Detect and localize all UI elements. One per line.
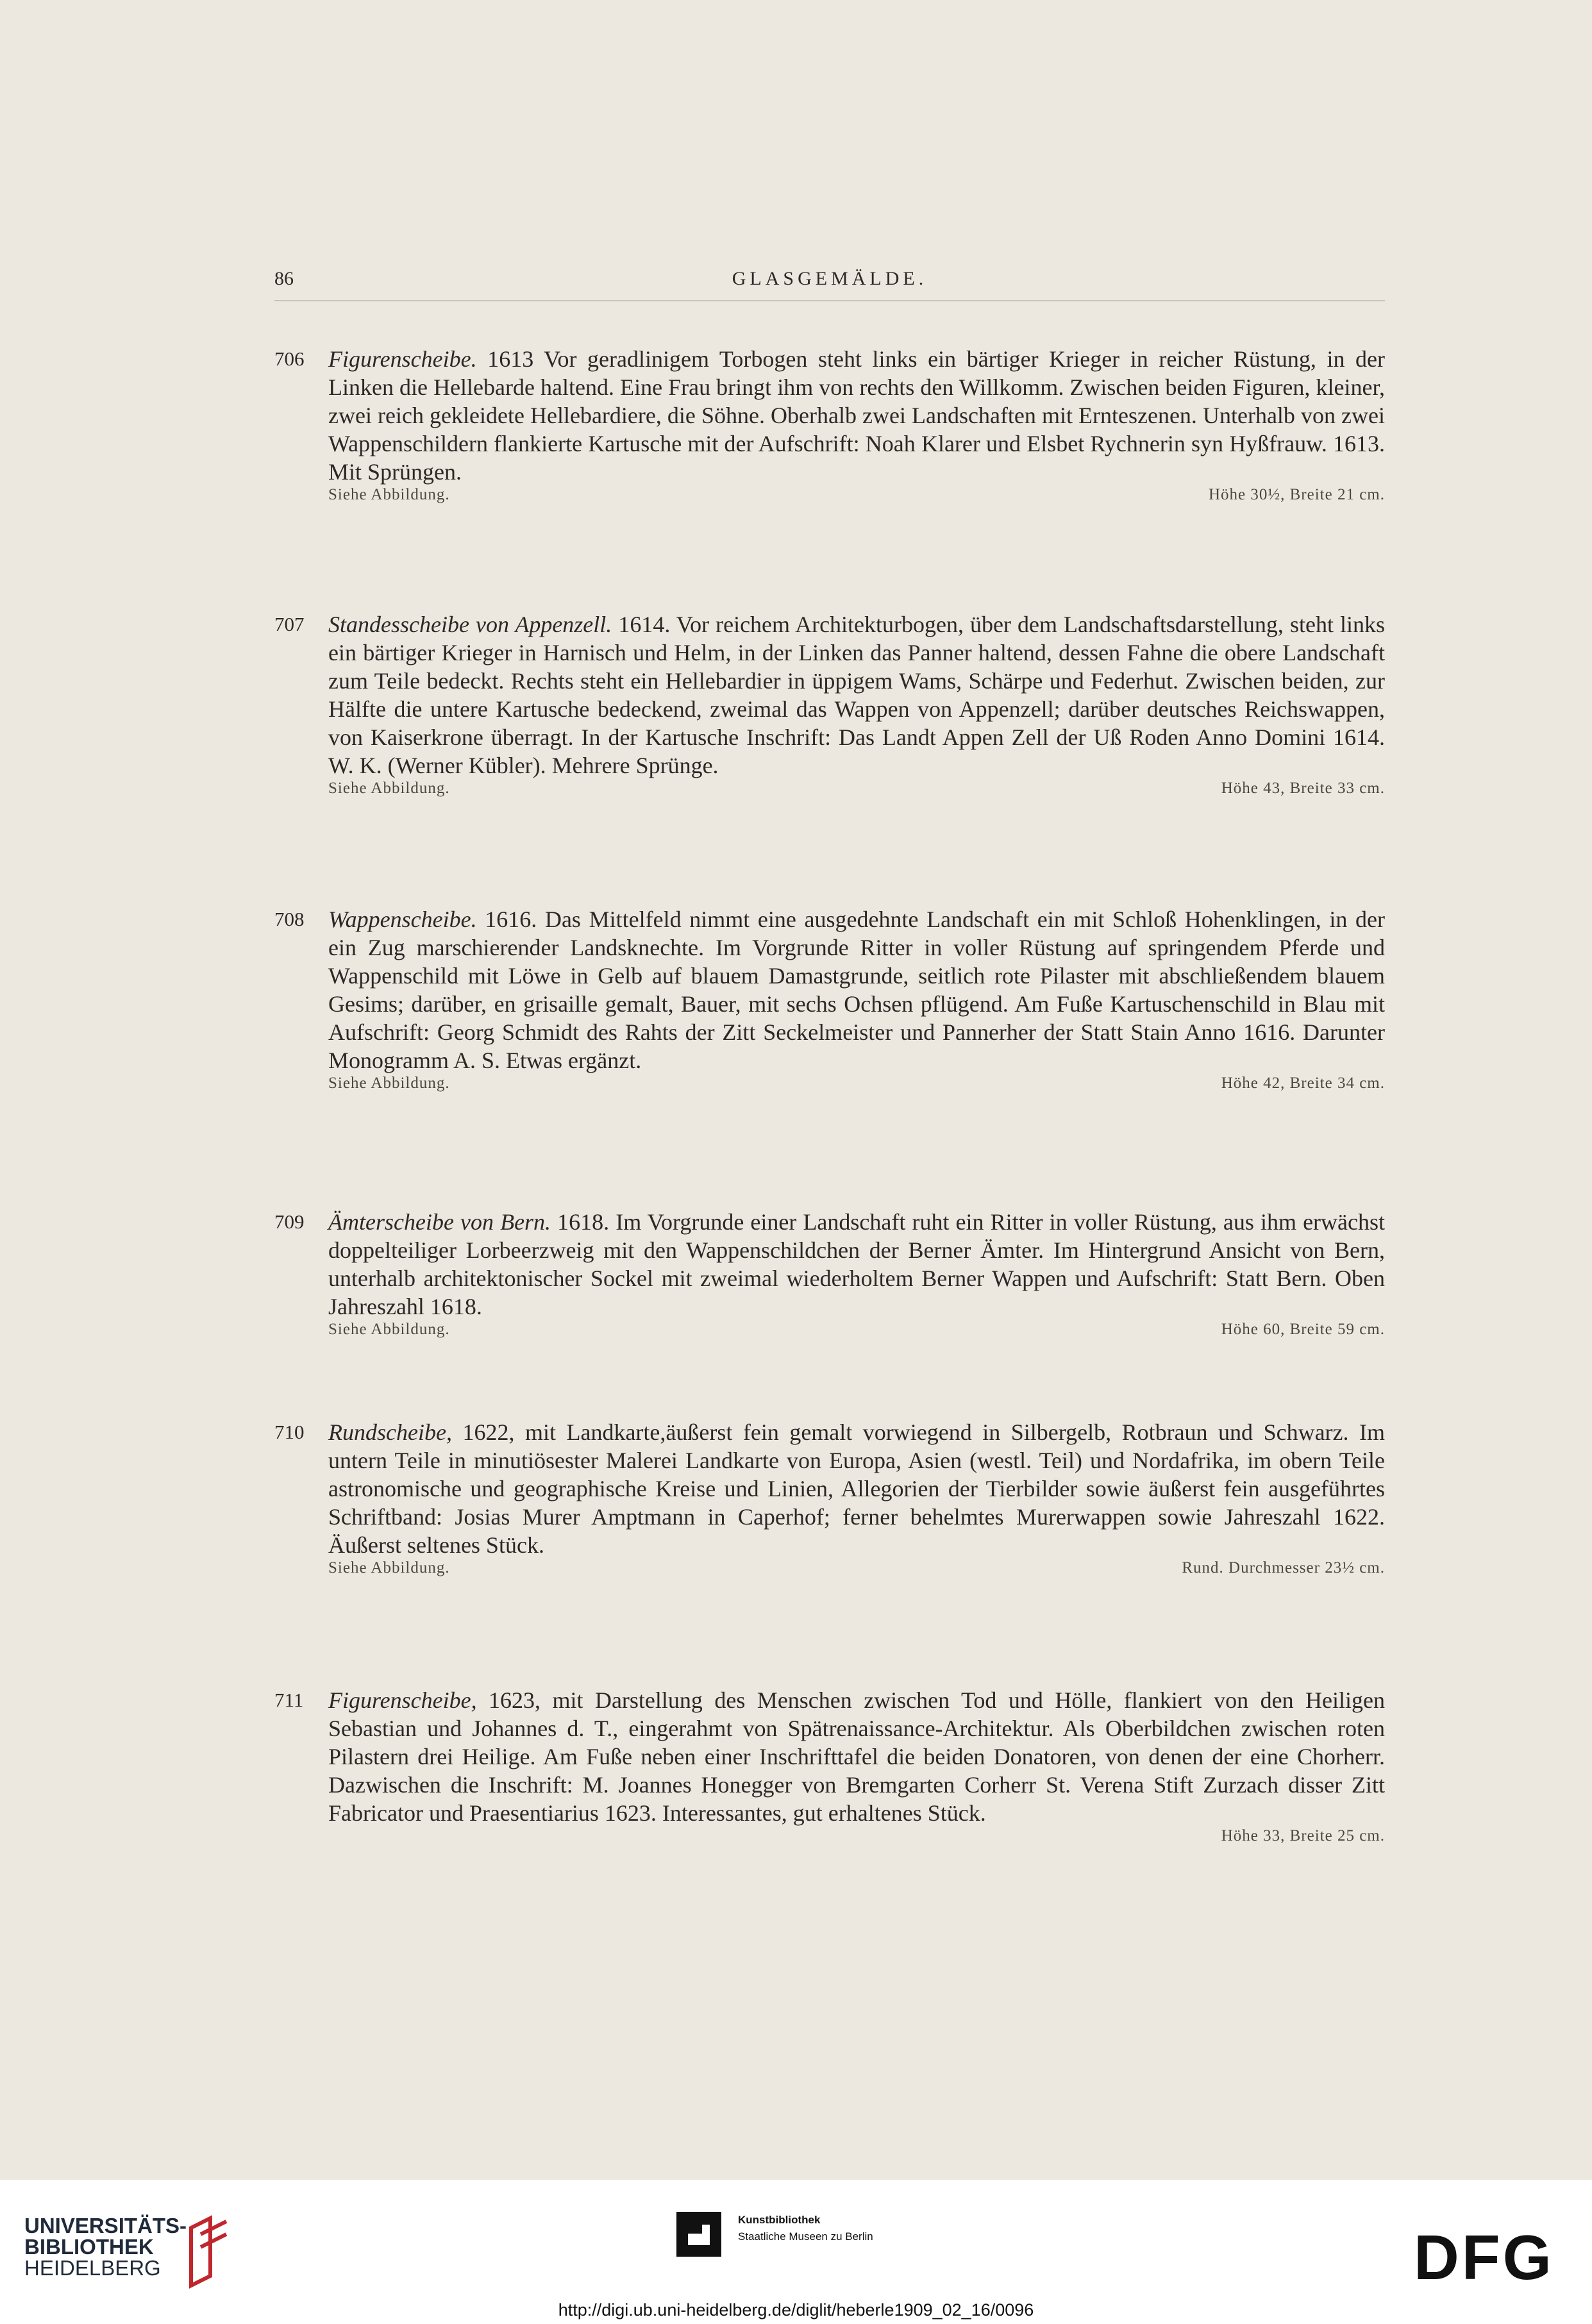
- illustration-note: Siehe Abbildung.: [328, 486, 450, 503]
- entry-number: 706: [274, 347, 305, 370]
- entry-text: 1622, mit Landkarte,äußerst fein gemalt vorwiegend in Silbergelb, Rotbraun und Schwarz. Im untern Teile in minutiösester Malerei Landkarte von Europa, Asien (westl. Teil) und Nordafrika, im obern Teile astronomische und geographische Kreise und Linien, Allegorien der Tierbilder sowie äußerst fein ausgeführtes Schriftband: Josias Murer Amptmann in Caperhof; ferner behelmtes Murerwappen sowie Jahreszahl 1622. Äußerst seltenes Stück.: [328, 1419, 1386, 1558]
- entry-title: Figurenscheibe,: [328, 1687, 477, 1713]
- entry-title: Standesscheibe von Appenzell.: [328, 612, 612, 637]
- entry-title: Wappenscheibe.: [328, 907, 477, 932]
- kunstbibliothek-subtitle: Staatliche Museen zu Berlin: [738, 2230, 873, 2243]
- digitization-footer: [0, 2180, 1592, 2324]
- entry-number: 711: [274, 1689, 304, 1711]
- catalog-entry-706: [274, 345, 1385, 512]
- entry-title: Figurenscheibe.: [328, 346, 477, 372]
- dimensions: Höhe 42, Breite 34 cm.: [1221, 1074, 1385, 1092]
- entry-text: 1616. Das Mittelfeld nimmt eine ausgedehnte Landschaft ein mit Schloß Hohenklingen, in der ein Zug marschierender Landsknechte. Im Vorgrunde Ritter in voller Rüstung auf springendem Pferde und Wappenschild mit Löwe in Gelb auf blauem Damastgrunde, seitlich rote Pilaster mit abschließendem blauem Gesims; darüber, en grisaille gemalt, Bauer, mit sechs Ochsen pflügend. Am Fuße Kartuschenschild in Blau mit Aufschrift: Georg Schmidt des Rahts der Zitt Seckelmeister und Pannerher der Statt Stain Anno 1616. Darunter Monogramm A. S. Etwas ergänzt.: [328, 907, 1386, 1073]
- kunstbibliothek-logo[interactable]: [676, 2205, 946, 2257]
- dimensions: Rund. Durchmesser 23½ cm.: [1182, 1559, 1385, 1576]
- entry-text: 1623, mit Darstellung des Menschen zwischen Tod und Hölle, flankiert von den Heiligen Sebastian und Johannes d. T., eingerahmt von Spätrenaissance-Architektur. Als Oberbildchen zwischen roten Pilastern drei Heilige. Am Fuße neben einer Inschrifttafel die beiden Donatoren, von denen der eine Chorherr. Dazwischen die Inschrift: M. Joannes Honegger von Bremgarten Corherr St. Verena Stift Zurzach disser Zitt Fabricator und Praesentiarius 1623. Interessantes, gut erhaltenes Stück.: [328, 1687, 1385, 1826]
- illustration-note: Siehe Abbildung.: [328, 1559, 450, 1576]
- entry-number: 709: [274, 1210, 305, 1233]
- entry-number: 707: [274, 613, 305, 635]
- ub-line-1: UNIVERSITÄTS-: [24, 2214, 187, 2237]
- dimensions: Höhe 43, Breite 33 cm.: [1221, 780, 1385, 797]
- entry-text: 1613 Vor geradlinigem Torbogen steht links ein bärtiger Krieger in reicher Rüstung, in der Linken die Hellebarde haltend. Eine Frau bringt ihm von rechts den Willkomm. Zwischen beiden Figuren, kleiner, zwei reich gekleidete Hellebardiere, die Söhne. Oberhalb zwei Landschaften mit Ernteszenen. Unterhalb von zwei Wappenschildern flankierte Kartusche mit der Aufschrift: Noah Klarer und Elsbet Rychnerin syn Hyßfrauw. 1613. Mit Sprüngen.: [328, 346, 1386, 485]
- entry-body: [328, 1686, 1385, 1827]
- entry-number: 710: [274, 1421, 305, 1443]
- catalog-entry-709: [274, 1208, 1385, 1346]
- page-number: 86: [274, 268, 294, 289]
- source-url[interactable]: http://digi.ub.uni-heidelberg.de/diglit/heberle1909_02_16/0096: [558, 2300, 1034, 2320]
- entry-meta: [328, 486, 1385, 512]
- entry-meta: [328, 1321, 1385, 1346]
- entry-meta: [328, 1074, 1385, 1100]
- entry-text: 1614. Vor reichem Architekturbogen, über dem Landschaftsdarstellung, steht links ein bärtiger Krieger in Harnisch und Helm, in der Linken das Panner haltend, dessen Fahne die obere Landschaft zum Teile bedeckt. Rechts steht ein Hellebardier in üppigem Wams, Schärpe und Federhut. Zwischen beiden, zur Hälfte die untere Kartusche bedeckend, zweimal das Wappen von Appenzell; darüber deutsches Reichswappen, von Kaiserkrone überragt. In der Kartusche Inschrift: Das Landt Appen Zell der Uß Roden Anno Domini 1614. W. K. (Werner Kübler). Mehrere Sprünge.: [328, 612, 1386, 778]
- illustration-note: Siehe Abbildung.: [328, 780, 450, 797]
- entry-body: [328, 345, 1385, 486]
- illustration-note: Siehe Abbildung.: [328, 1074, 450, 1092]
- entry-meta: [328, 1827, 1385, 1853]
- kunstbibliothek-text: [738, 2212, 873, 2245]
- entry-title: Ämterscheibe von Bern.: [328, 1209, 551, 1235]
- entry-text: 1618. Im Vorgrunde einer Landschaft ruht ein Ritter in voller Rüstung, aus ihm erwächst doppelteiliger Lorbeerzweig mit den Wappenschildchen der Berner Ämter. Im Hintergrund Ansicht von Bern, unterhalb architektonischer Sockel mit zweimal wiederholtem Berner Wappen und Aufschrift: Statt Bern. Oben Jahreszahl 1618.: [328, 1209, 1385, 1319]
- ub-heidelberg-logo[interactable]: [24, 2215, 236, 2305]
- catalog-entry-711: [274, 1686, 1385, 1853]
- dimensions: Höhe 33, Breite 25 cm.: [1221, 1827, 1385, 1844]
- entry-body: [328, 610, 1385, 780]
- illustration-note: Siehe Abbildung.: [328, 1321, 450, 1338]
- entry-title: Rundscheibe,: [328, 1419, 452, 1445]
- running-title: GLASGEMÄLDE.: [732, 268, 928, 289]
- catalog-entry-707: [274, 610, 1385, 805]
- catalog-entry-710: [274, 1418, 1385, 1585]
- ub-heidelberg-mark-icon: [172, 2215, 236, 2289]
- entry-number: 708: [274, 908, 305, 930]
- entry-body: [328, 905, 1385, 1074]
- dimensions: Höhe 60, Breite 59 cm.: [1221, 1321, 1385, 1338]
- catalog-entry-708: [274, 905, 1385, 1100]
- ub-line-3: HEIDELBERG: [24, 2256, 161, 2280]
- ub-line-2: BIBLIOTHEK: [24, 2235, 154, 2259]
- page-header: [274, 268, 1385, 296]
- header-rule: [274, 300, 1385, 301]
- entry-meta: [328, 1559, 1385, 1585]
- entry-body: [328, 1418, 1385, 1559]
- kunstbibliothek-title: Kunstbibliothek: [738, 2214, 821, 2226]
- dimensions: Höhe 30½, Breite 21 cm.: [1208, 486, 1385, 503]
- entry-body: [328, 1208, 1385, 1321]
- entry-meta: [328, 780, 1385, 805]
- kunstbibliothek-mark-icon: [676, 2212, 721, 2257]
- ub-heidelberg-wordmark: [24, 2215, 187, 2278]
- dfg-logo[interactable]: DFG: [1414, 2222, 1554, 2293]
